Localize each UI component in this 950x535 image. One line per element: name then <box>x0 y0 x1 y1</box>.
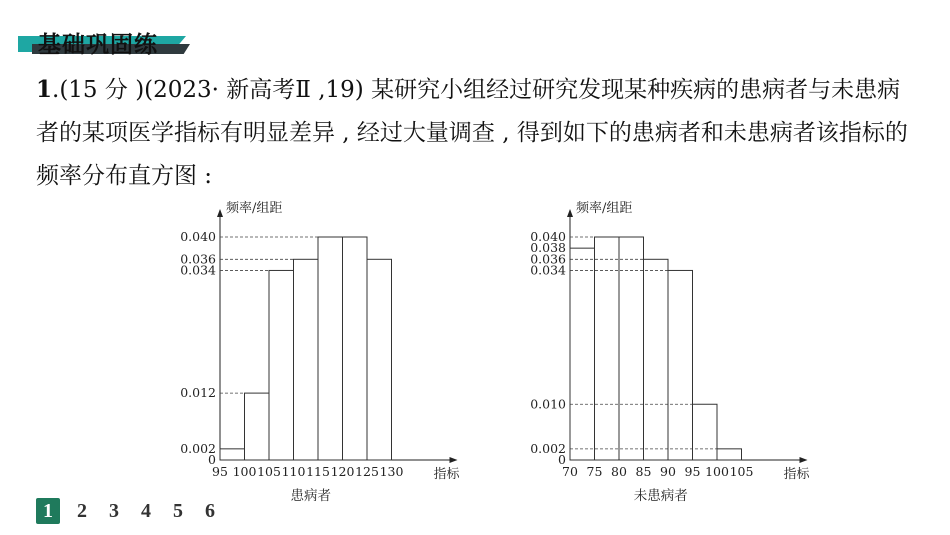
healthy-bar <box>570 248 595 460</box>
sick-bar <box>269 270 294 460</box>
healthy-y-tick-label: 0.002 <box>530 440 566 456</box>
sick-x-tick-label: 110 <box>281 464 306 479</box>
section-tag <box>18 28 158 56</box>
healthy-y-tick-label: 0.010 <box>530 396 566 412</box>
healthy-x-tick-label: 105 <box>729 464 754 479</box>
healthy-bar <box>668 270 693 460</box>
healthy-x-tick-label: 85 <box>635 464 652 479</box>
healthy-x-axis-arrow <box>800 457 808 463</box>
page-button-3[interactable]: 3 <box>109 499 119 522</box>
sick-y-tick-label: 0.012 <box>180 385 216 401</box>
healthy-y-tick-label: 0 <box>558 452 566 467</box>
page-button-5[interactable]: 5 <box>173 499 183 522</box>
sick-y-tick-label: 0 <box>208 452 216 467</box>
sick-x-tick-label: 105 <box>257 464 281 479</box>
sick-y-label: 频率/组距 <box>226 201 283 216</box>
sick-x-axis-arrow <box>450 457 458 463</box>
sick-bar <box>245 393 270 460</box>
page-button-4[interactable]: 4 <box>141 499 151 522</box>
sick-title: 患病者 <box>290 488 331 504</box>
healthy-x-tick-label: 95 <box>684 464 701 479</box>
sick-bar <box>367 259 392 460</box>
healthy-bar <box>644 259 669 460</box>
healthy-bar <box>693 404 718 460</box>
sick-y-tick-label: 0.040 <box>180 229 216 244</box>
healthy-x-tick-label: 75 <box>586 464 603 479</box>
healthy-title: 未患病者 <box>633 488 688 504</box>
healthy-y-tick-label: 0.036 <box>530 251 566 267</box>
sick-bar <box>220 449 245 460</box>
section-tag-label: 基础巩固练 <box>38 31 158 58</box>
sick-x-tick-label: 120 <box>330 464 355 479</box>
healthy-y-tick-label: 0.040 <box>530 229 566 244</box>
healthy-y-axis-arrow <box>567 209 573 217</box>
sick-x-tick-label: 115 <box>306 464 330 479</box>
page-button-1[interactable]: 1 <box>36 498 60 524</box>
question-text <box>36 68 916 198</box>
healthy-x-tick-label: 80 <box>611 464 627 479</box>
sick-y-axis-arrow <box>217 209 223 217</box>
sick-y-tick-label: 0.036 <box>180 251 216 267</box>
sick-y-tick-label: 0.002 <box>180 440 216 456</box>
healthy-y-tick-label: 0.038 <box>530 240 566 256</box>
histogram-sick <box>170 190 490 510</box>
sick-y-tick-label: 0.034 <box>180 262 216 278</box>
page-button-6[interactable]: 6 <box>205 499 215 522</box>
question-number: 1 <box>36 76 53 103</box>
sick-bar <box>294 259 319 460</box>
sick-x-tick-label: 100 <box>232 464 257 479</box>
sick-x-tick-label: 125 <box>355 464 379 479</box>
healthy-x-tick-label: 70 <box>562 464 578 479</box>
page-button-2[interactable]: 2 <box>77 499 87 522</box>
sick-x-tick-label: 130 <box>379 464 404 479</box>
healthy-bar <box>717 449 742 460</box>
healthy-y-tick-label: 0.034 <box>530 262 566 278</box>
healthy-x-tick-label: 100 <box>705 464 729 479</box>
question-body: .(15 分 )(2023· 新高考Ⅱ ,19) 某研究小组经过研究发现某种疾病的患病者与未患病者的某项医学指标有明显差异 , 经过大量调查 , 得到如下的患病者和未患病者该指标的频率分布直方图 : <box>36 77 908 189</box>
sick-bar <box>318 237 343 460</box>
pagination <box>36 498 226 524</box>
sick-bar <box>343 237 368 460</box>
healthy-x-label: 指标 <box>783 467 810 482</box>
histogram-healthy <box>520 190 840 510</box>
healthy-x-tick-label: 90 <box>660 464 676 479</box>
sick-x-label: 指标 <box>433 467 460 482</box>
sick-x-tick-label: 95 <box>212 464 228 479</box>
healthy-y-label: 频率/组距 <box>576 201 633 216</box>
